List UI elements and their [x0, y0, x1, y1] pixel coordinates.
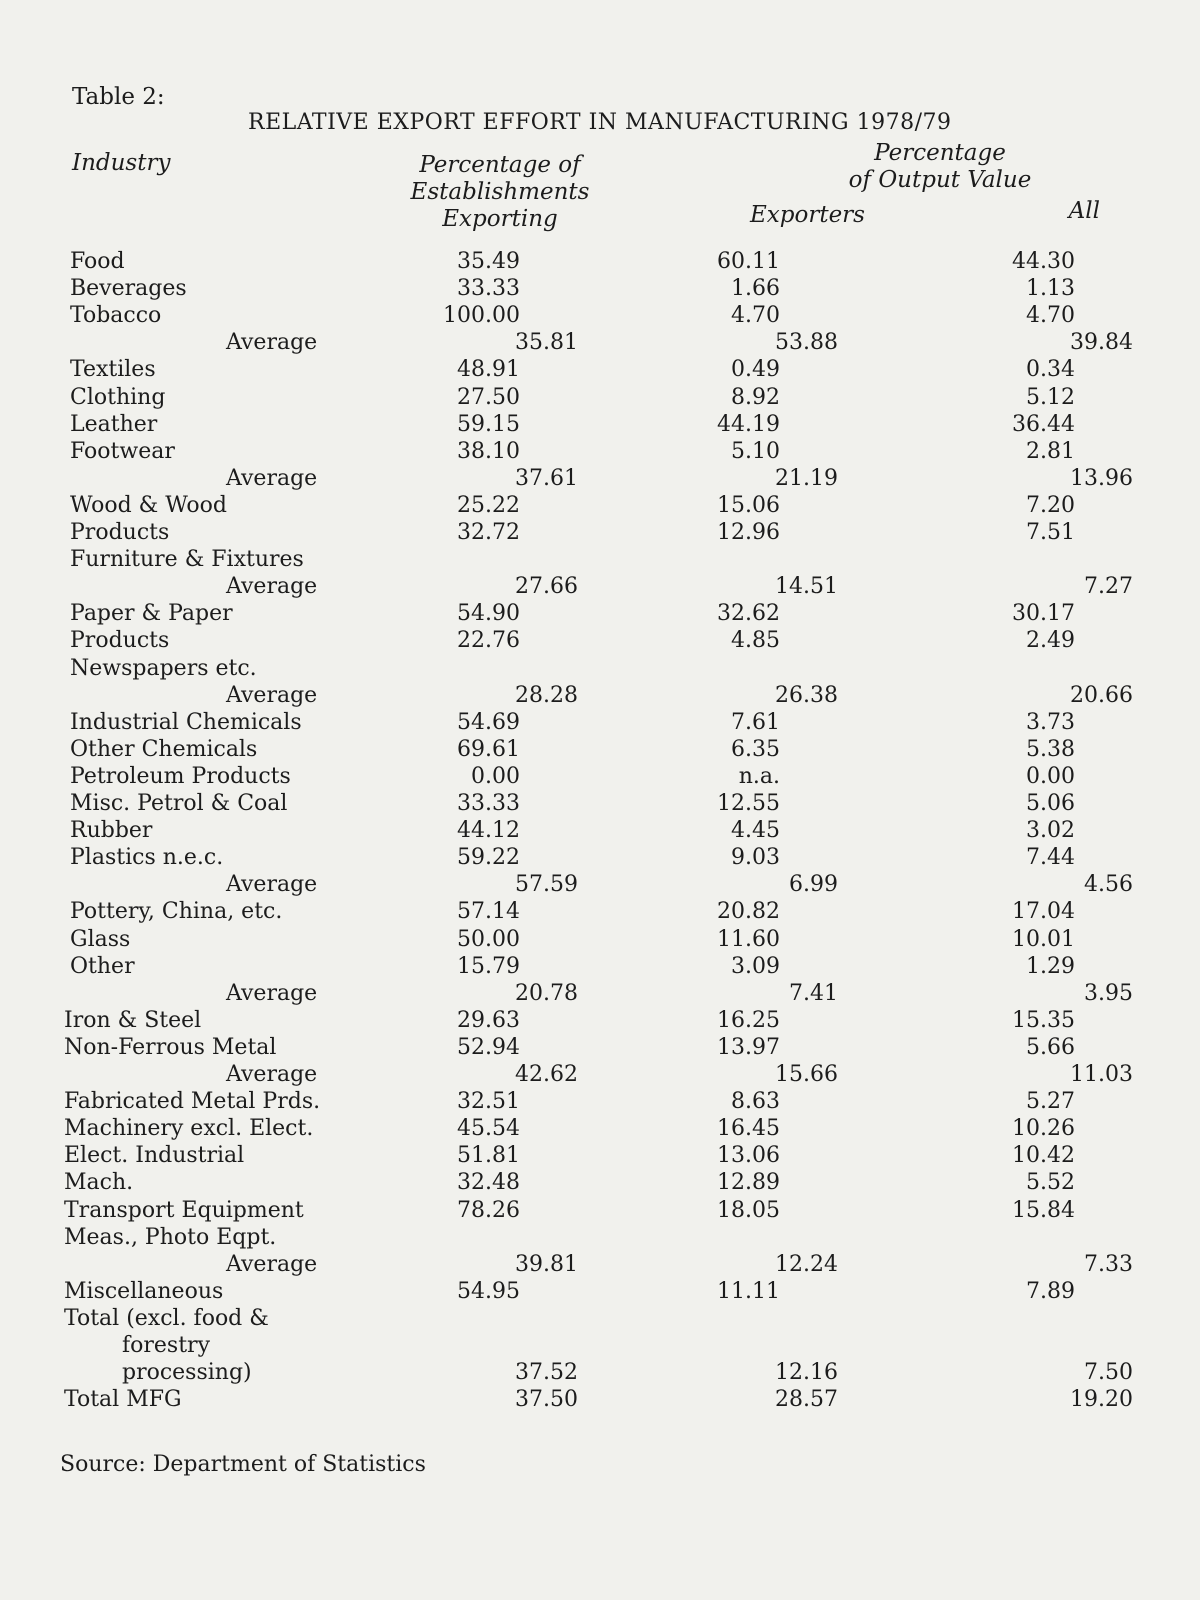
row-all-percent: 13.96	[1070, 465, 1133, 491]
row-all-percent: 0.34	[1026, 357, 1075, 383]
row-industry: Average	[226, 574, 318, 600]
row-all-percent: 7.27	[1084, 574, 1133, 600]
row-all-percent: 5.27	[1026, 1089, 1075, 1115]
row-exporters-percent: 26.38	[775, 682, 838, 708]
table-row	[0, 1278, 1200, 1306]
row-industry: Machinery excl. Elect.	[64, 1116, 314, 1142]
row-all-percent: 1.13	[1026, 276, 1075, 302]
row-all-percent: 15.84	[1012, 1197, 1075, 1223]
row-establishments-exporting: 52.94	[457, 1034, 520, 1060]
table-row-average	[0, 329, 1200, 357]
row-establishments-exporting: 32.48	[457, 1170, 520, 1196]
row-industry: Industrial Chemicals	[70, 709, 302, 735]
row-establishments-exporting: 29.63	[457, 1007, 520, 1033]
row-all-percent: 36.44	[1012, 411, 1075, 437]
row-industry: Products	[70, 628, 170, 654]
header-establishments	[400, 152, 600, 233]
row-exporters-percent: 4.85	[731, 628, 780, 654]
row-establishments-exporting: 100.00	[443, 303, 520, 329]
row-all-percent: 10.26	[1012, 1116, 1075, 1142]
row-exporters-percent: 7.61	[731, 709, 780, 735]
table-row	[0, 844, 1200, 872]
row-industry: Footwear	[70, 438, 175, 464]
row-industry: Transport Equipment	[64, 1197, 304, 1223]
table-row	[0, 1359, 1200, 1387]
row-establishments-exporting: 25.22	[457, 492, 520, 518]
table-row	[0, 546, 1200, 574]
row-establishments-exporting: 33.33	[457, 791, 520, 816]
row-establishments-exporting: 28.28	[515, 682, 578, 708]
row-exporters-percent: 32.62	[717, 601, 780, 627]
row-establishments-exporting: 59.22	[457, 845, 520, 871]
row-all-percent: 20.66	[1070, 682, 1133, 708]
row-establishments-exporting: 50.00	[457, 926, 520, 952]
row-industry: Total (excl. food &	[64, 1305, 269, 1331]
row-industry: Non-Ferrous Metal	[64, 1034, 277, 1060]
table-row	[0, 302, 1200, 330]
row-all-percent: 1.29	[1026, 953, 1075, 979]
row-industry: Newspapers etc.	[70, 655, 257, 681]
row-establishments-exporting: 69.61	[457, 736, 520, 762]
table-row	[0, 1115, 1200, 1143]
table-row	[0, 1169, 1200, 1197]
row-establishments-exporting: 22.76	[457, 628, 520, 654]
row-all-percent: 5.52	[1026, 1170, 1075, 1196]
row-exporters-percent: 18.05	[717, 1197, 780, 1223]
table-row	[0, 411, 1200, 439]
row-industry: Elect. Industrial	[64, 1143, 245, 1169]
row-exporters-percent: 4.70	[731, 303, 780, 329]
table-row-average	[0, 980, 1200, 1008]
source-note: Source: Department of Statistics	[60, 1452, 426, 1477]
table-row	[0, 384, 1200, 412]
row-all-percent: 30.17	[1012, 601, 1075, 627]
table-row	[0, 1034, 1200, 1062]
row-industry: Rubber	[70, 818, 153, 844]
row-establishments-exporting: 42.62	[515, 1062, 578, 1087]
row-establishments-exporting: 57.14	[457, 899, 520, 925]
row-exporters-percent: 5.10	[731, 438, 780, 464]
table-row	[0, 1088, 1200, 1116]
row-establishments-exporting: 59.15	[457, 411, 520, 437]
row-establishments-exporting: 48.91	[457, 357, 520, 383]
table-row	[0, 1332, 1200, 1360]
row-industry: Misc. Petrol & Coal	[70, 791, 288, 816]
row-industry: Wood & Wood	[70, 492, 227, 518]
row-exporters-percent: 11.11	[717, 1278, 780, 1304]
table-row-average	[0, 871, 1200, 899]
row-establishments-exporting: 78.26	[457, 1197, 520, 1223]
row-exporters-percent: 6.99	[789, 872, 838, 898]
row-industry: Furniture & Fixtures	[70, 547, 304, 573]
row-exporters-percent: 9.03	[731, 845, 780, 871]
table-row	[0, 492, 1200, 520]
table-row	[0, 627, 1200, 655]
row-exporters-percent: 15.66	[775, 1062, 838, 1087]
row-all-percent: 3.95	[1084, 980, 1133, 1006]
table-row	[0, 275, 1200, 303]
row-industry: Textiles	[70, 357, 156, 383]
header-industry: Industry	[72, 150, 171, 176]
row-industry: Average	[226, 1062, 318, 1087]
row-all-percent: 7.50	[1084, 1360, 1133, 1386]
row-industry: Mach.	[64, 1170, 134, 1196]
row-establishments-exporting: 54.69	[457, 709, 520, 735]
row-industry: Tobacco	[70, 303, 162, 329]
row-all-percent: 2.81	[1026, 438, 1075, 464]
row-establishments-exporting: 51.81	[457, 1143, 520, 1169]
table-row	[0, 519, 1200, 547]
header-output-value	[800, 140, 1080, 194]
table-title: RELATIVE EXPORT EFFORT IN MANUFACTURING 1978/79	[248, 110, 952, 135]
table-row-average	[0, 573, 1200, 601]
row-establishments-exporting: 44.12	[457, 818, 520, 844]
row-exporters-percent: 53.88	[775, 330, 838, 356]
row-exporters-percent: 11.60	[717, 926, 780, 952]
table-row	[0, 898, 1200, 926]
row-establishments-exporting: 32.51	[457, 1089, 520, 1115]
row-all-percent: 7.51	[1026, 520, 1075, 545]
row-exporters-percent: 20.82	[717, 899, 780, 925]
row-all-percent: 44.30	[1012, 249, 1075, 274]
header-output-value-line-1: Percentage	[874, 140, 1006, 166]
table-row	[0, 356, 1200, 384]
row-establishments-exporting: 35.81	[515, 330, 578, 356]
row-exporters-percent: 12.16	[775, 1360, 838, 1386]
row-exporters-percent: 12.55	[717, 791, 780, 816]
row-exporters-percent: 3.09	[731, 953, 780, 979]
row-establishments-exporting: 20.78	[515, 980, 578, 1006]
row-exporters-percent: 28.57	[775, 1387, 838, 1413]
row-industry: Meas., Photo Eqpt.	[64, 1224, 277, 1250]
row-exporters-percent: 8.92	[731, 384, 780, 410]
row-establishments-exporting: 15.79	[457, 953, 520, 979]
row-industry: Average	[226, 330, 318, 356]
row-industry: Iron & Steel	[64, 1007, 202, 1033]
row-establishments-exporting: 37.52	[515, 1360, 578, 1386]
row-all-percent: 7.20	[1026, 492, 1075, 518]
row-industry: Petroleum Products	[70, 763, 291, 789]
row-industry: Total MFG	[64, 1387, 182, 1413]
row-all-percent: 7.33	[1084, 1251, 1133, 1277]
row-all-percent: 15.35	[1012, 1007, 1075, 1033]
table-row	[0, 248, 1200, 276]
table-row	[0, 1142, 1200, 1170]
row-industry: Other Chemicals	[70, 736, 258, 762]
row-all-percent: 19.20	[1070, 1387, 1133, 1413]
table-row-average	[0, 1251, 1200, 1279]
row-industry: Fabricated Metal Prds.	[64, 1089, 321, 1115]
row-industry: Paper & Paper	[70, 601, 233, 627]
row-establishments-exporting: 54.90	[457, 601, 520, 627]
row-establishments-exporting: 37.50	[515, 1387, 578, 1413]
table-row	[0, 655, 1200, 683]
row-exporters-percent: 60.11	[717, 249, 780, 274]
row-all-percent: 17.04	[1012, 899, 1075, 925]
row-all-percent: 3.02	[1026, 818, 1075, 844]
row-establishments-exporting: 32.72	[457, 520, 520, 545]
row-industry: processing)	[122, 1360, 252, 1386]
header-exporters: Exporters	[750, 202, 865, 228]
row-industry: Average	[226, 872, 318, 898]
row-exporters-percent: 1.66	[731, 276, 780, 302]
row-all-percent: 5.12	[1026, 384, 1075, 410]
row-establishments-exporting: 0.00	[471, 763, 520, 789]
row-exporters-percent: 44.19	[717, 411, 780, 437]
row-exporters-percent: 13.97	[717, 1034, 780, 1060]
row-industry: Miscellaneous	[64, 1278, 224, 1304]
row-all-percent: 10.42	[1012, 1143, 1075, 1169]
row-establishments-exporting: 39.81	[515, 1251, 578, 1277]
row-industry: Clothing	[70, 384, 166, 410]
row-exporters-percent: 16.45	[717, 1116, 780, 1142]
row-all-percent: 10.01	[1012, 926, 1075, 952]
row-industry: Leather	[70, 411, 158, 437]
row-exporters-percent: 12.96	[717, 520, 780, 545]
row-all-percent: 4.56	[1084, 872, 1133, 898]
row-all-percent: 5.06	[1026, 791, 1075, 816]
table-row	[0, 1305, 1200, 1333]
row-establishments-exporting: 27.50	[457, 384, 520, 410]
row-exporters-percent: 4.45	[731, 818, 780, 844]
row-exporters-percent: 13.06	[717, 1143, 780, 1169]
row-exporters-percent: 12.89	[717, 1170, 780, 1196]
header-output-value-line-2: of Output Value	[848, 167, 1032, 193]
row-all-percent: 5.66	[1026, 1034, 1075, 1060]
table-row	[0, 817, 1200, 845]
table-row	[0, 438, 1200, 466]
row-exporters-percent: 12.24	[775, 1251, 838, 1277]
row-establishments-exporting: 27.66	[515, 574, 578, 600]
row-industry: Beverages	[70, 276, 187, 302]
table-row	[0, 953, 1200, 981]
table-row	[0, 763, 1200, 791]
row-exporters-percent: 8.63	[731, 1089, 780, 1115]
table-row	[0, 926, 1200, 954]
row-establishments-exporting: 33.33	[457, 276, 520, 302]
header-all: All	[1068, 198, 1100, 224]
table-row	[0, 1386, 1200, 1414]
row-industry: Average	[226, 682, 318, 708]
row-exporters-percent: n.a.	[738, 763, 780, 789]
table-label: Table 2:	[72, 84, 165, 110]
table-row	[0, 600, 1200, 628]
row-exporters-percent: 6.35	[731, 736, 780, 762]
row-establishments-exporting: 35.49	[457, 249, 520, 274]
row-exporters-percent: 7.41	[789, 980, 838, 1006]
table-row	[0, 790, 1200, 818]
row-exporters-percent: 21.19	[775, 465, 838, 491]
row-exporters-percent: 16.25	[717, 1007, 780, 1033]
row-establishments-exporting: 37.61	[515, 465, 578, 491]
table-row	[0, 709, 1200, 737]
header-establishments-line-1: Percentage of	[419, 152, 581, 178]
row-all-percent: 4.70	[1026, 303, 1075, 329]
row-all-percent: 39.84	[1070, 330, 1133, 356]
row-all-percent: 7.89	[1026, 1278, 1075, 1304]
table-row	[0, 1224, 1200, 1252]
row-establishments-exporting: 38.10	[457, 438, 520, 464]
row-establishments-exporting: 45.54	[457, 1116, 520, 1142]
row-establishments-exporting: 54.95	[457, 1278, 520, 1304]
table-row-average	[0, 1061, 1200, 1089]
row-industry: Plastics n.e.c.	[70, 845, 224, 871]
row-industry: Other	[70, 953, 135, 979]
row-all-percent: 7.44	[1026, 845, 1075, 871]
row-exporters-percent: 0.49	[731, 357, 780, 383]
row-industry: forestry	[122, 1333, 210, 1358]
table-row	[0, 1197, 1200, 1225]
row-industry: Pottery, China, etc.	[70, 899, 283, 925]
row-industry: Products	[70, 520, 170, 545]
table-row-average	[0, 465, 1200, 493]
row-industry: Average	[226, 980, 318, 1006]
header-establishments-line-3: Exporting	[442, 206, 558, 232]
row-all-percent: 0.00	[1026, 763, 1075, 789]
row-establishments-exporting: 57.59	[515, 872, 578, 898]
row-industry: Glass	[70, 926, 131, 952]
row-all-percent: 11.03	[1070, 1062, 1133, 1087]
row-industry: Food	[70, 249, 125, 274]
row-exporters-percent: 15.06	[717, 492, 780, 518]
row-all-percent: 3.73	[1026, 709, 1075, 735]
row-industry: Average	[226, 1251, 318, 1277]
row-exporters-percent: 14.51	[775, 574, 838, 600]
table-row	[0, 736, 1200, 764]
table-row-average	[0, 682, 1200, 710]
header-establishments-line-2: Establishments	[410, 179, 590, 205]
row-all-percent: 2.49	[1026, 628, 1075, 654]
row-all-percent: 5.38	[1026, 736, 1075, 762]
row-industry: Average	[226, 465, 318, 491]
table-row	[0, 1007, 1200, 1035]
